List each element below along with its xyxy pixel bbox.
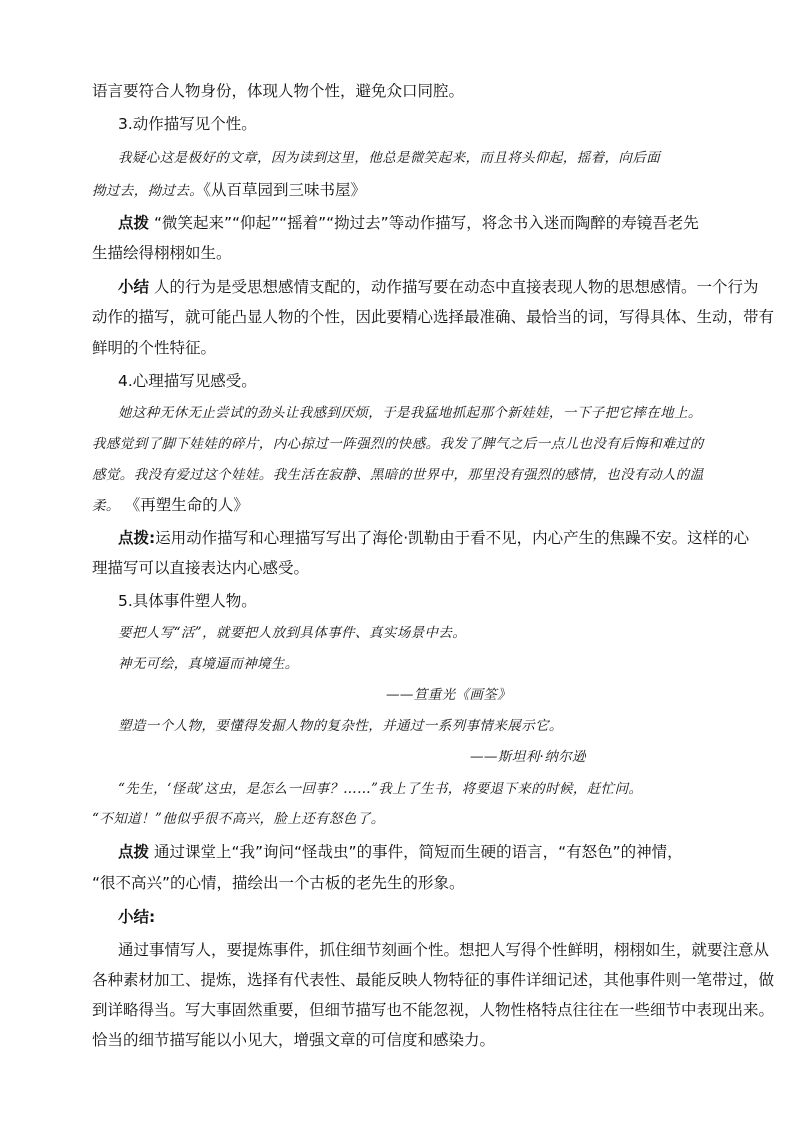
section-heading: 3.动作描写见个性。 (118, 115, 257, 133)
section-heading: 4.心理描写见感受。 (118, 372, 257, 390)
excerpt-line: 她这种无休无止尝试的劲头让我感到厌烦，于是我猛地抓起那个新娃娃，一下子把它摔在地上。 (118, 405, 702, 421)
quote-line: 塑造一个人物，要懂得发掘人物的复杂性，并通过一系列事情来展示它。 (118, 718, 563, 734)
label-dianbo: 点拨 (118, 214, 150, 232)
excerpt-line: 感觉。我没有爱过这个娃娃。我生活在寂静、黑暗的世界中，那里没有强烈的感情，也没有动人的温 (92, 467, 704, 483)
excerpt-line: “不知道！”他似乎很不高兴，脸上还有怒色了。 (92, 811, 385, 827)
label-xiaojie: 小结 (118, 278, 150, 296)
text-line: 生描绘得栩栩如生。 (92, 244, 232, 262)
excerpt-text: 拗过去，拗过去。 (92, 183, 204, 199)
quote-attribution: ——斯坦利·纳尔逊 (470, 749, 586, 765)
text-line: 通过事情写人，要提炼事件，抓住细节刻画个性。想把人写得个性鲜明，栩栩如生，就要注意从 (118, 941, 770, 959)
text-line: 鲜明的个性特征。 (92, 339, 217, 357)
excerpt-line: 我疑心这是极好的文章，因为读到这里，他总是微笑起来，而且将头仰起，摇着，向后面 (118, 150, 661, 166)
text-line: “很不高兴”的心情，描绘出一个古板的老先生的形象。 (92, 874, 465, 892)
text-span: 通过课堂上“我”询问“怪哉虫”的事件，简短而生硬的语言，“有怒色”的神情， (153, 843, 683, 861)
quote-line: 要把人写“活”，就要把人放到具体事件、真实场景中去。 (118, 625, 467, 641)
source-title: 《从百草园到三味书屋》 (203, 181, 366, 199)
excerpt-line: “先生，‘怪哉’这虫，是怎么一回事？……”我上了生书，将要退下来的时候，赶忙问。 (118, 781, 643, 797)
section-heading: 5.具体事件塑人物。 (118, 592, 257, 610)
text-span: “微笑起来”“仰起”“摇着”“拗过去”等动作描写，将念书入迷而陶醉的寿镜吾老先 (153, 214, 699, 232)
label-xiaojie: 小结: (118, 908, 156, 926)
text-line: 到详略得当。写大事固然重要，但细节描写也不能忽视，人物性格特点往往在一些细节中表现出来。 (92, 1001, 775, 1019)
source-title: 《再塑生命的人》 (124, 496, 249, 514)
label-dianbo: 点拨 (118, 843, 150, 861)
quote-line: 神无可绘，真境逼而神境生。 (118, 656, 299, 672)
text-span: 运用动作描写和心理描写写出了海伦·凯勒由于看不见，内心产生的焦躁不安。这样的心 (155, 529, 750, 547)
text-line (118, 276, 759, 298)
text-line: 动作的描写，就可能凸显人物的个性，因此要精心选择最准确、最恰当的词，写得具体、生动，带有 (92, 308, 775, 326)
label-dianbo: 点拨: (118, 529, 156, 547)
text-line: 恰当的细节描写能以小见大，增强文章的可信度和感染力。 (92, 1031, 496, 1049)
text-line (118, 212, 738, 234)
text-line: 理描写可以直接表达内心感受。 (92, 559, 310, 577)
text-span: 人的行为是受思想感情支配的，动作描写要在动态中直接表现人物的思想感情。一个行为 (153, 278, 759, 296)
excerpt-line (92, 179, 712, 202)
excerpt-line: 我感觉到了脚下娃娃的碎片，内心掠过一阵强烈的快感。我发了脾气之后一点儿也没有后悔和难过的 (92, 436, 704, 452)
excerpt-line (92, 494, 712, 517)
text-line: 语言要符合人物身份，体现人物个性，避免众口同腔。 (92, 82, 465, 100)
text-line: 各种素材加工、提炼，选择有代表性、最能反映人物特征的事件详细记述，其他事件则一笔带过，做 (92, 971, 775, 989)
text-line (118, 527, 750, 549)
excerpt-text: 柔。 (92, 498, 120, 514)
text-line (118, 841, 738, 863)
quote-attribution: ——笪重光《画筌》 (386, 687, 512, 703)
